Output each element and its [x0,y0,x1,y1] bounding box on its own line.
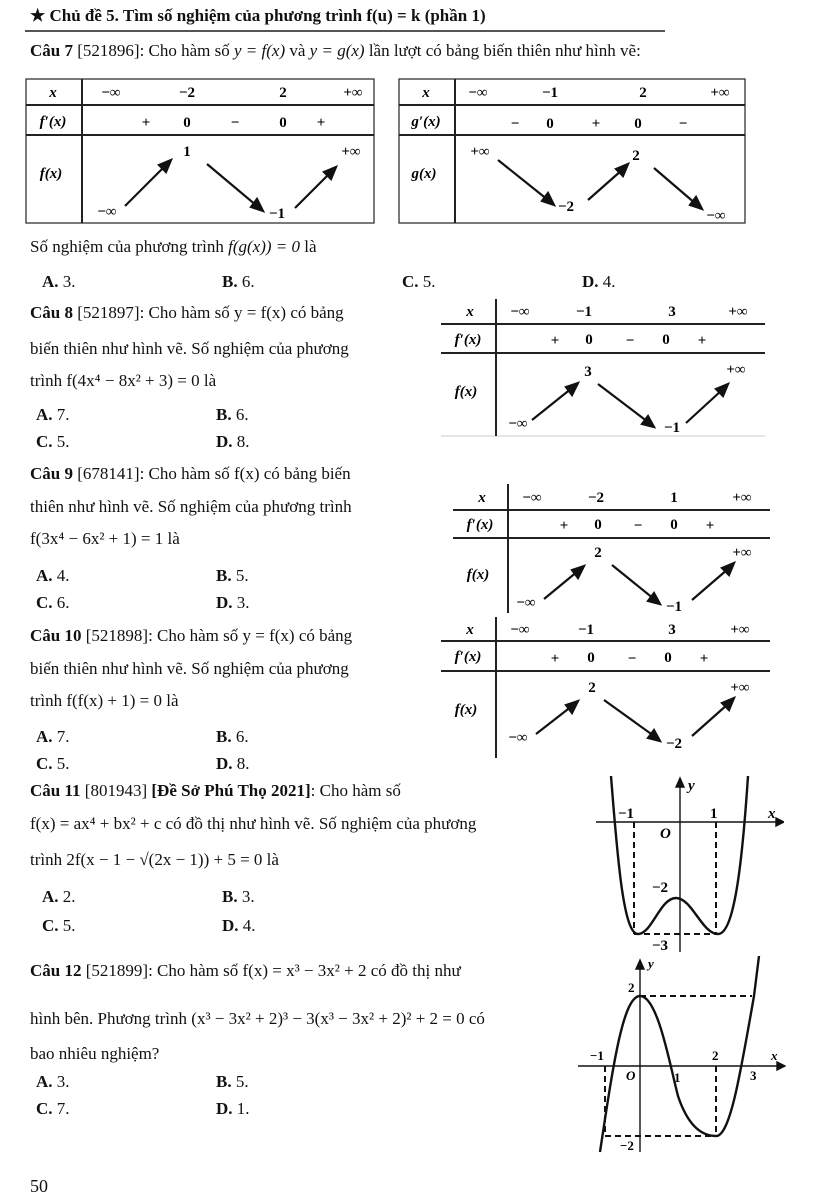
g-value: −2 [557,199,575,215]
f-value: +∞ [341,144,361,160]
x-value: −1 [541,85,559,101]
sign: − [633,518,643,534]
x-value: +∞ [710,85,730,101]
q7-and: và [285,41,310,60]
tick-label: 2 [628,980,635,995]
deriv-label: f′(x) [454,649,482,665]
x-axis-arrow [777,1062,785,1070]
deriv-label: f′(x) [466,517,494,533]
q7-table-g [398,78,746,224]
q11-line3: trình 2f(x − 1 − √(2x − 1)) + 5 = 0 là [30,850,279,869]
answer-option: D. 8. [216,754,250,773]
q10-line3: trình f(f(x) + 1) = 0 là [30,691,179,710]
q11-line1: Câu 11 [801943] [Đề Sở Phú Thọ 2021]: Cho hàm số [30,781,401,800]
sign: − [625,333,635,349]
tick-label: 2 [712,1048,719,1063]
arrowhead [566,701,578,713]
page-number: 50 [30,1176,48,1196]
x-value: −2 [178,85,196,101]
x-value: 2 [279,85,287,101]
q8-table [440,298,765,438]
answer-option: C. 5. [42,916,76,935]
arrowhead [572,566,584,578]
arrow-up [536,706,572,734]
sign: + [141,115,151,131]
arrowhead [690,197,702,209]
answer-option: B. 5. [216,566,249,585]
sign: − [627,651,637,667]
sign: + [550,651,560,667]
x-label: x [49,85,57,101]
q9-line1: Câu 9 [678141]: Cho hàm số f(x) có bảng biến [30,464,351,483]
answer-option: A. 7. [36,405,70,424]
x-value: +∞ [730,622,750,638]
f-value: +∞ [732,545,752,561]
answer-option: B. 3. [222,887,255,906]
arrow-down [598,384,648,422]
q9-line2: thiên như hình vẽ. Số nghiệm của phương trình [30,497,352,516]
answer-option: B. 5. [216,1072,249,1091]
sign: + [705,518,715,534]
arrow-down [207,164,257,206]
f-value: 1 [183,144,191,160]
q7-question-b: là [300,237,317,256]
f-value: −∞ [508,416,528,432]
answer-option: D. 4. [222,916,256,935]
answer-option: A. 7. [36,727,70,746]
sign: + [316,115,326,131]
f-value: −1 [663,420,681,436]
sign: 0 [585,332,593,348]
q7-question [30,238,317,255]
q12-line3: bao nhiêu nghiệm? [30,1044,160,1063]
q11-graph [596,776,784,954]
tick-label: −2 [652,880,669,896]
f-value: 3 [584,364,592,380]
q7-intro [30,42,641,59]
q7-f: y = f(x) [234,41,286,60]
answer-option: B. 6. [222,272,255,291]
arrow-up [295,173,330,208]
sign: 0 [662,332,670,348]
answer-option: A. 3. [42,272,76,291]
arrow-up [692,704,728,736]
q9-line3: f(3x⁴ − 6x² + 1) = 1 là [30,529,180,548]
q12-graph [578,956,786,1156]
x-value: 2 [639,85,647,101]
x-value: 3 [668,622,676,638]
origin-label: O [660,826,671,842]
f-value: 2 [594,545,602,561]
deriv-label: f′(x) [39,114,67,130]
tick-label: −1 [590,1048,604,1063]
table-border [26,79,374,223]
answer-option: C. 5. [402,272,436,291]
answer-option: B. 6. [216,405,249,424]
tick-label: 1 [710,806,718,822]
answer-option: D. 1. [216,1099,250,1118]
x-value: −1 [577,622,595,638]
x-value: −2 [587,490,605,506]
func-label: f(x) [39,166,63,182]
q9-table [452,483,770,613]
answer-option: C. 7. [36,1099,70,1118]
f-value: +∞ [730,680,750,696]
sign: − [230,115,240,131]
q8-line1: Câu 8 [521897]: Cho hàm số y = f(x) có bảng [30,303,344,322]
sign: 0 [183,115,191,131]
x-value: +∞ [732,490,752,506]
q7-question-eq: f(g(x)) = 0 [228,237,300,256]
func-label: g(x) [411,166,437,182]
arrow-up [532,388,572,420]
q7-g: y = g(x) [309,41,365,60]
f-value: 2 [588,680,596,696]
sign: + [697,333,707,349]
q11-line2: f(x) = ax⁴ + bx² + c có đồ thị như hình vẽ. Số nghiệm của phương [30,814,477,833]
q12-line2: hình bên. Phương trình (x³ − 3x² + 2)³ − 3(x³ − 3x² + 2)² + 2 = 0 có [30,1009,485,1028]
answer-option: D. 8. [216,432,250,451]
answer-option: A. 3. [36,1072,70,1091]
arrow-down [604,700,654,736]
x-value: −∞ [522,490,542,506]
x-value: −∞ [101,85,121,101]
arrow-up [125,166,165,206]
tick-label: 3 [750,1068,757,1083]
func-label: f(x) [454,384,478,400]
chapter-header: ★ Chủ đề 5. Tìm số nghiệm của phương trình f(u) = k (phần 1) [30,6,486,25]
x-label: x [771,1048,778,1063]
x-label: x [466,304,474,320]
q10-line1: Câu 10 [521898]: Cho hàm số y = f(x) có bảng [30,626,353,645]
header-divider [25,30,665,32]
sign: 0 [546,116,554,132]
q12-line1: Câu 12 [521899]: Cho hàm số f(x) = x³ − 3x² + 2 có đồ thị như [30,961,461,980]
sign: 0 [279,115,287,131]
x-value: 3 [668,304,676,320]
deriv-label: g′(x) [411,114,441,130]
g-value: 2 [632,148,640,164]
f-value: −1 [268,206,286,222]
answer-option: A. 4. [36,566,70,585]
arrowhead [542,193,554,205]
q7-text-b: lần lượt có bảng biến thiên như hình vẽ: [364,41,641,60]
sign: 0 [664,650,672,666]
x-label: x [478,490,486,506]
arrowhead [251,199,263,211]
g-value: −∞ [706,208,726,224]
sign: + [699,651,709,667]
cubic-curve [600,956,759,1152]
f-value: −∞ [97,204,117,220]
arrow-up [588,170,622,200]
tick-label: −3 [652,938,669,954]
arrowhead [566,383,578,395]
sign: 0 [670,517,678,533]
answer-option: C. 6. [36,593,70,612]
q8-line3: trình f(4x⁴ − 8x² + 3) = 0 là [30,371,217,390]
tick-label: −1 [618,806,635,822]
answer-option: C. 5. [36,754,70,773]
sign: + [591,116,601,132]
q7-text-a: : Cho hàm số [139,41,235,60]
q7-question-a: Số nghiệm của phương trình [30,237,229,256]
sign: + [559,518,569,534]
arrow-down [612,565,654,599]
sign: − [678,116,688,132]
f-value: −2 [665,736,683,752]
answer-option: D. 3. [216,593,250,612]
arrow-up [544,571,578,599]
x-label: x [768,806,776,822]
f-value: −1 [665,599,683,613]
q10-table [440,616,770,758]
func-label: f(x) [466,567,490,583]
sign: + [550,333,560,349]
g-value: +∞ [470,144,490,160]
x-value: −1 [575,304,593,320]
x-value: −∞ [468,85,488,101]
f-value: −∞ [516,595,536,611]
answer-option: C. 5. [36,432,70,451]
q7-id: [521896] [77,41,140,60]
x-label: x [466,622,474,638]
tick-label: 1 [674,1070,681,1085]
x-value: −∞ [510,622,530,638]
origin-label: O [626,1068,636,1083]
x-value: +∞ [728,304,748,320]
arrow-up [686,390,722,423]
answer-option: B. 6. [216,727,249,746]
y-label: y [648,956,654,971]
y-axis-arrow [636,960,644,969]
x-value: 1 [670,490,678,506]
y-label: y [688,778,695,794]
sign: 0 [594,517,602,533]
arrow-down [654,168,696,204]
y-axis-arrow [676,778,684,787]
x-label: x [422,85,430,101]
deriv-label: f′(x) [454,332,482,348]
sign: − [510,116,520,132]
q7-label: Câu 7 [30,41,73,60]
answer-option: D. 4. [582,272,616,291]
x-value: +∞ [343,85,363,101]
q8-line2: biến thiên như hình vẽ. Số nghiệm của phương [30,339,349,358]
answer-option: A. 2. [42,887,76,906]
sign: 0 [587,650,595,666]
x-axis-arrow [776,818,784,826]
f-value: +∞ [726,362,746,378]
arrow-up [692,569,728,600]
f-value: −∞ [508,730,528,746]
func-label: f(x) [454,702,478,718]
arrow-down [498,160,548,200]
q10-line2: biến thiên như hình vẽ. Số nghiệm của phương [30,659,349,678]
sign: 0 [634,116,642,132]
q7-table-f [25,78,375,224]
tick-label: −2 [620,1138,634,1153]
x-value: −∞ [510,304,530,320]
